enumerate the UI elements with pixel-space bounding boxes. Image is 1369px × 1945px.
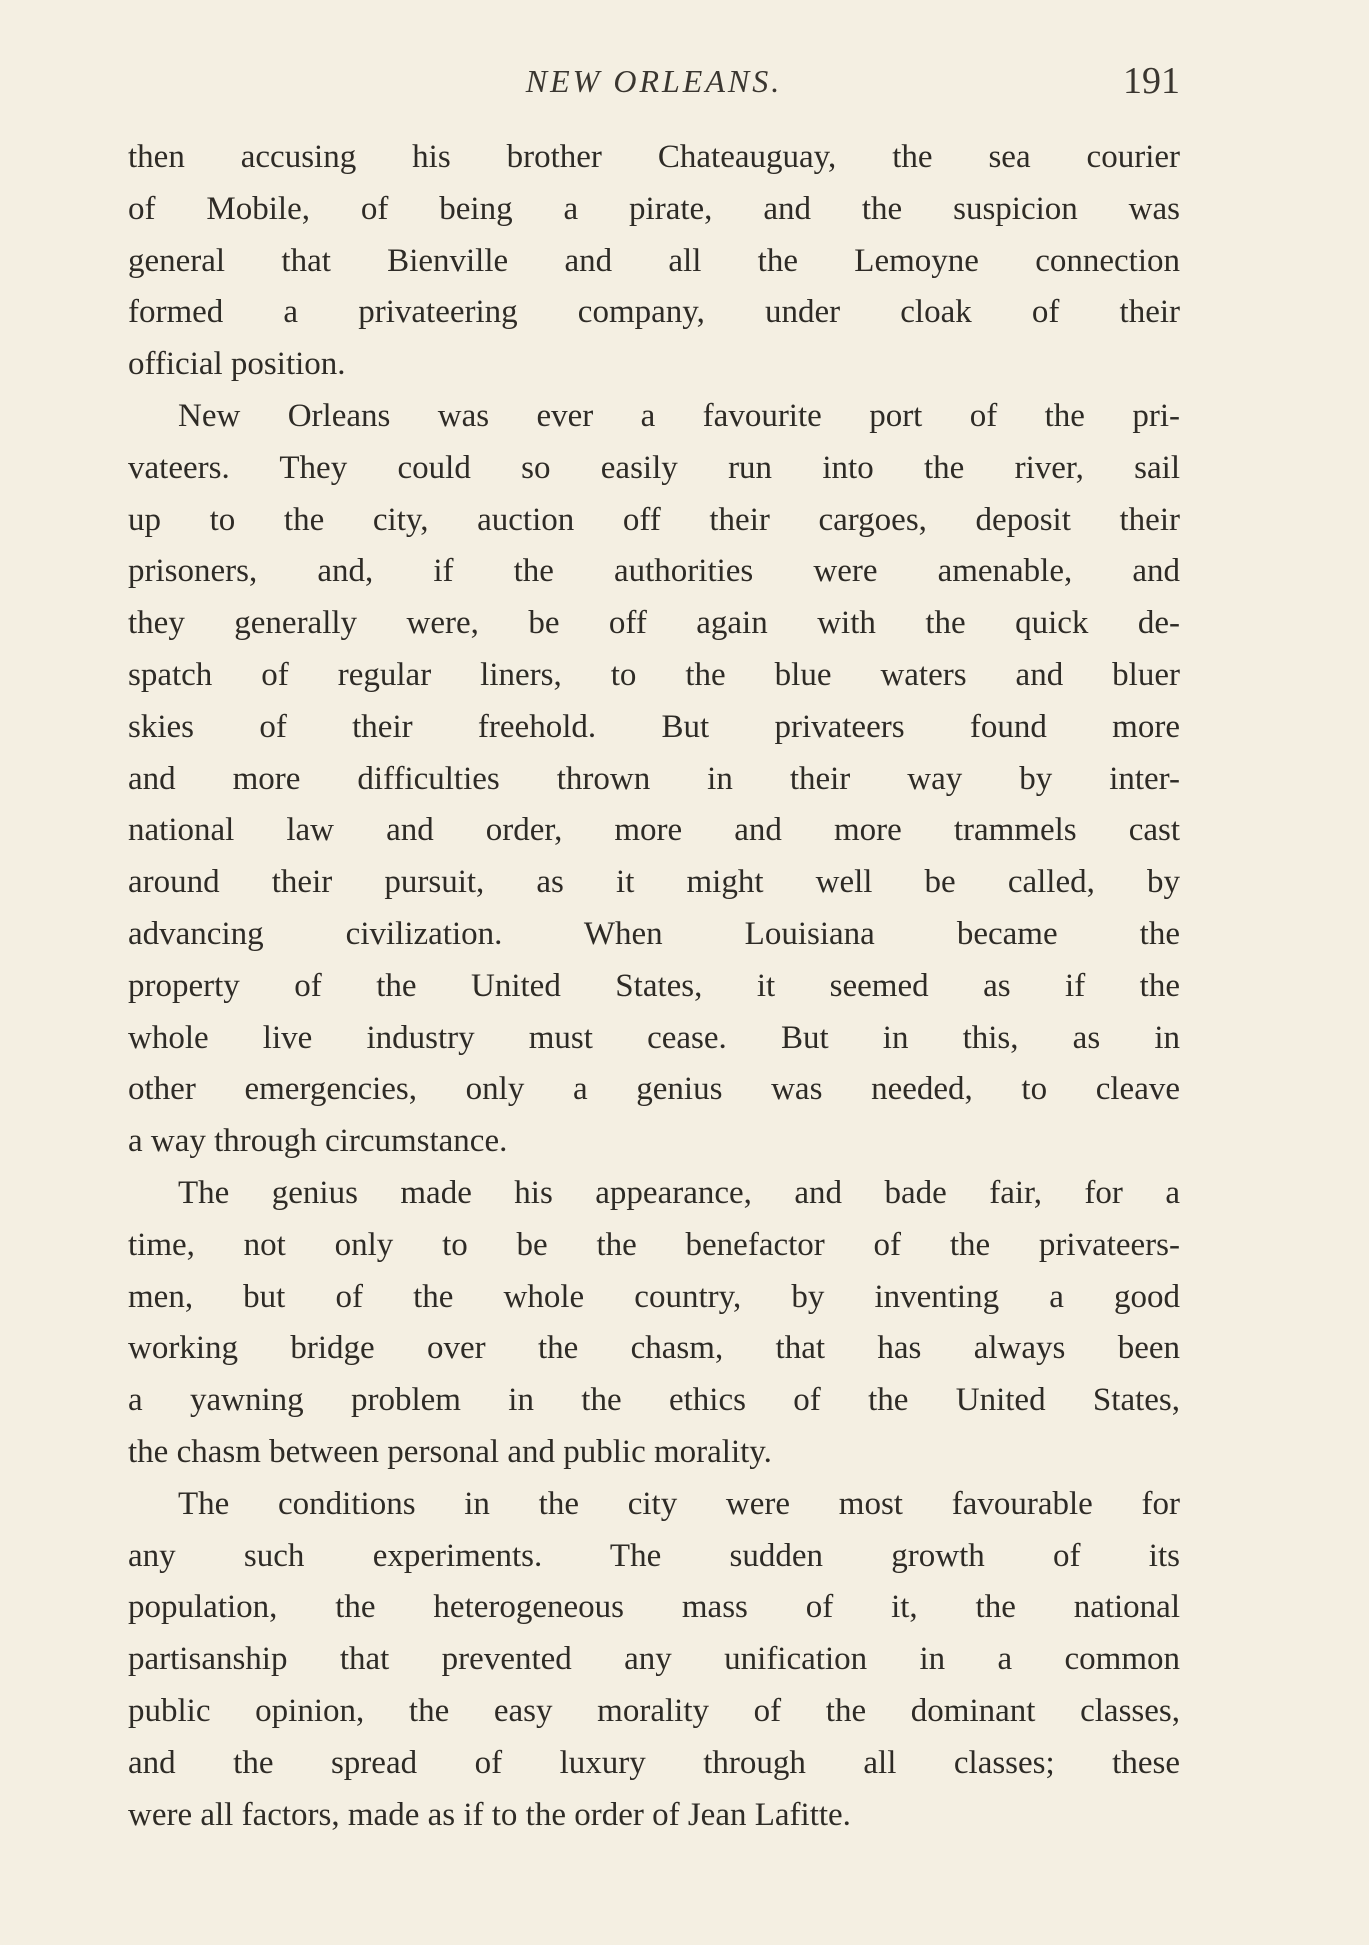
text-line: and the spread of luxury through all classes; these — [128, 1744, 1180, 1781]
text-line: working bridge over the chasm, that has always been — [128, 1330, 1180, 1367]
text-line: formed a privateering company, under cloak of their — [128, 294, 1180, 331]
text-line: and more difficulties thrown in their way by inter- — [128, 760, 1180, 797]
text-line: The genius made his appearance, and bade fair, for a — [178, 1174, 1180, 1211]
text-line: national law and order, more and more trammels cast — [128, 812, 1180, 849]
paragraph-4 — [128, 1479, 1180, 1842]
text-line: were all factors, made as if to the order of Jean Lafitte. — [128, 1796, 851, 1833]
text-line: skies of their freehold. But privateers found more — [128, 708, 1180, 745]
text-line: official position. — [128, 346, 346, 383]
text-line: men, but of the whole country, by inventing a good — [128, 1278, 1180, 1315]
text-line: a way through circumstance. — [128, 1123, 508, 1160]
text-line: property of the United States, it seemed as if the — [128, 967, 1180, 1004]
text-line: time, not only to be the benefactor of the privateers- — [128, 1226, 1180, 1263]
paragraph-1 — [128, 132, 1180, 391]
text-line: partisanship that prevented any unification in a common — [128, 1641, 1180, 1678]
text-line: prisoners, and, if the authorities were amenable, and — [128, 553, 1180, 590]
text-line: other emergencies, only a genius was needed, to cleave — [128, 1071, 1180, 1108]
text-line: a yawning problem in the ethics of the United States, — [128, 1382, 1180, 1419]
text-line: population, the heterogeneous mass of it, the national — [128, 1589, 1180, 1626]
text-line: whole live industry must cease. But in this, as in — [128, 1019, 1180, 1056]
text-line: up to the city, auction off their cargoes, deposit their — [128, 501, 1180, 538]
page-number: 191 — [1123, 60, 1180, 102]
text-line: public opinion, the easy morality of the dominant classes, — [128, 1692, 1180, 1729]
running-head: NEW ORLEANS. — [525, 63, 783, 99]
text-line: advancing civilization. When Louisiana became the — [128, 915, 1180, 952]
paragraph-3 — [128, 1168, 1180, 1479]
page-header — [128, 56, 1180, 106]
text-line: of Mobile, of being a pirate, and the suspicion was — [128, 190, 1180, 227]
text-line: spatch of regular liners, to the blue waters and bluer — [128, 656, 1180, 693]
text-line: The conditions in the city were most favourable for — [178, 1485, 1180, 1522]
text-line: any such experiments. The sudden growth of its — [128, 1537, 1180, 1574]
text-line: then accusing his brother Chateauguay, the sea courier — [128, 139, 1180, 175]
text-line: they generally were, be off again with the quick de- — [128, 605, 1180, 642]
text-line: New Orleans was ever a favourite port of the pri- — [178, 397, 1180, 434]
paragraph-2 — [128, 391, 1180, 1168]
text-line: general that Bienville and all the Lemoyne connection — [128, 242, 1180, 279]
body-text — [128, 132, 1180, 1841]
text-line: vateers. They could so easily run into the river, sail — [128, 449, 1180, 486]
text-line: the chasm between personal and public morality. — [128, 1433, 772, 1470]
text-line: around their pursuit, as it might well be called, by — [128, 864, 1180, 901]
